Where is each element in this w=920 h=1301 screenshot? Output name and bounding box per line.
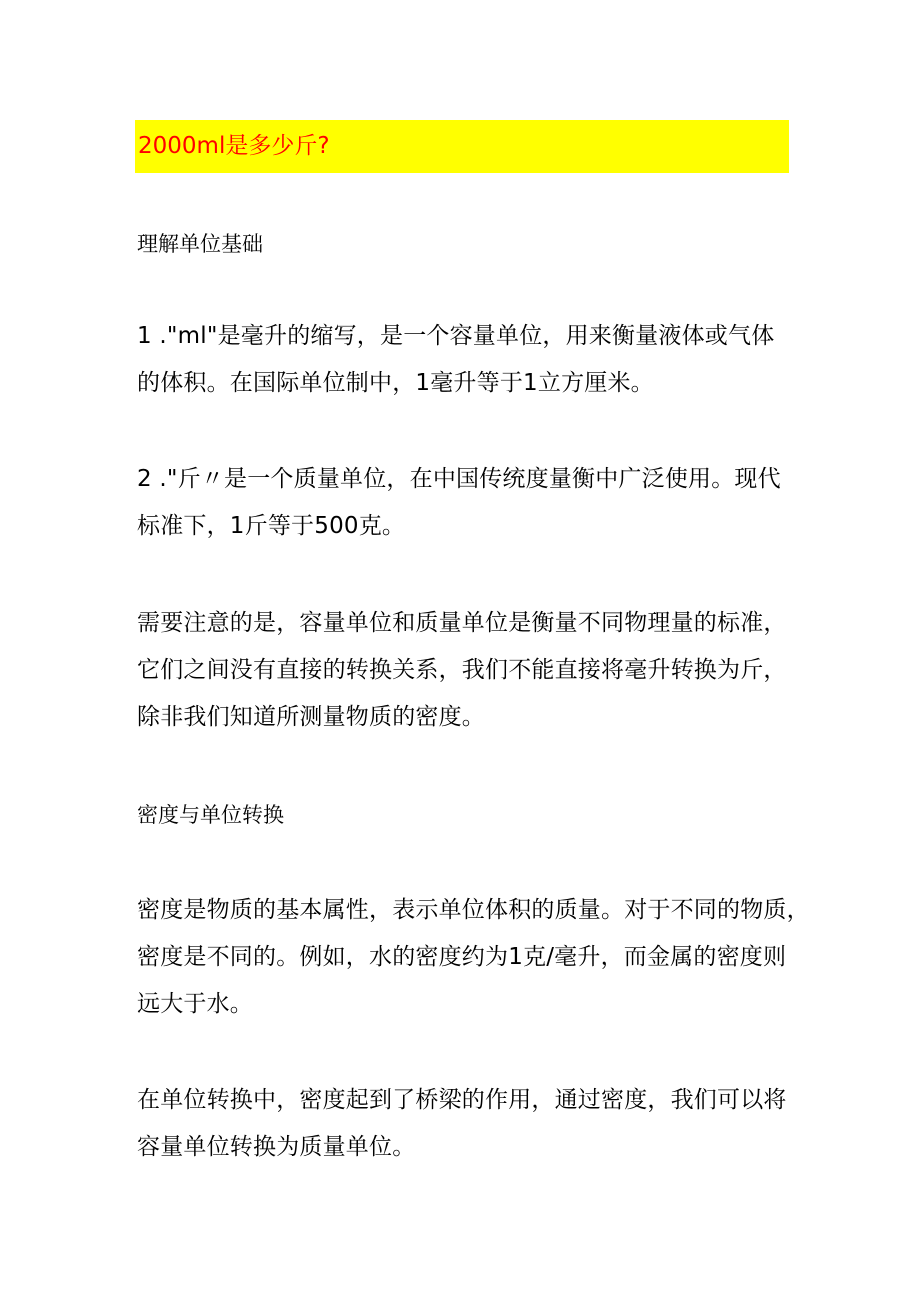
paragraph-line: 2 ."斤〃是一个质量单位，在中国传统度量衡中广泛使用。现代 (137, 466, 781, 492)
paragraph-line: 除非我们知道所测量物质的密度。 (137, 704, 485, 730)
paragraph-jin-definition (137, 456, 797, 550)
paragraph-line: 密度是物质的基本属性，表示单位体积的质量。对于不同的物质， (137, 897, 810, 923)
paragraph-line: 需要注意的是，容量单位和质量单位是衡量不同物理量的标准， (137, 610, 787, 636)
paragraph-line: 它们之间没有直接的转换关系，我们不能直接将毫升转换为斤， (137, 657, 787, 683)
paragraph-line: 标准下，1斤等于500克。 (137, 513, 406, 539)
page-title: 2000ml是多少斤? (138, 133, 330, 159)
paragraph-line: 远大于水。 (137, 991, 253, 1017)
paragraph-line: 1 ."ml"是毫升的缩写，是一个容量单位，用来衡量液体或气体 (137, 323, 775, 349)
section-heading-unit-basics: 理解单位基础 (137, 232, 263, 256)
title-highlight (135, 120, 789, 173)
paragraph-ml-definition (137, 313, 797, 407)
paragraph-conversion-note (137, 600, 797, 741)
paragraph-density-definition (137, 887, 810, 1028)
paragraph-line: 密度是不同的。例如，水的密度约为1克/毫升，而金属的密度则 (137, 944, 787, 970)
paragraph-line: 的体积。在国际单位制中，1毫升等于1立方厘米。 (137, 370, 654, 396)
paragraph-line: 在单位转换中，密度起到了桥梁的作用，通过密度，我们可以将 (137, 1087, 787, 1113)
section-heading-density: 密度与单位转换 (137, 803, 284, 827)
paragraph-density-bridge (137, 1077, 797, 1171)
paragraph-line: 容量单位转换为质量单位。 (137, 1134, 416, 1160)
